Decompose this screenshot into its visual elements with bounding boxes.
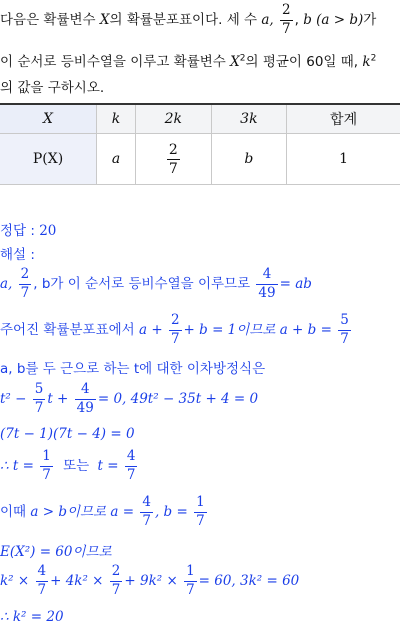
problem-line-1 xyxy=(0,4,376,36)
denominator: 7 xyxy=(186,581,195,598)
var-k: k xyxy=(362,54,371,70)
text: 의 평균이 60일 때, xyxy=(245,54,359,70)
text: ∴ k² = 20 xyxy=(0,609,64,625)
answer-label: 정답 : xyxy=(0,223,35,239)
numerator: 5 xyxy=(34,381,44,397)
solution-line-8 xyxy=(0,540,112,560)
text: t = xyxy=(97,458,119,474)
exponent: 2 xyxy=(370,53,377,64)
var-x: X xyxy=(230,54,240,70)
table-header-cell: 합계 xyxy=(287,104,400,134)
fraction xyxy=(33,383,46,415)
table-cell: a xyxy=(97,134,136,185)
table-row xyxy=(0,134,400,185)
numerator: 4 xyxy=(142,494,151,510)
numerator: 4 xyxy=(37,563,47,579)
numerator: 1 xyxy=(196,494,205,510)
text: (7t − 1)(7t − 4) = 0 xyxy=(0,426,135,442)
denominator: 7 xyxy=(37,581,47,598)
probability-distribution-table xyxy=(0,103,400,185)
text: + 4k² × xyxy=(50,573,104,589)
fraction xyxy=(110,565,123,597)
numerator: 2 xyxy=(20,266,30,282)
denominator: 7 xyxy=(42,466,51,483)
denominator: 7 xyxy=(170,330,180,347)
table-header-cell: 2k xyxy=(135,104,211,134)
text: , b가 이 순서로 등비수열을 이루므로 xyxy=(33,276,251,292)
fraction xyxy=(75,383,96,415)
denominator: 7 xyxy=(142,512,151,529)
numerator: 4 xyxy=(126,448,136,464)
fraction xyxy=(36,565,49,597)
numerator: 2 xyxy=(111,563,121,579)
text: 주어진 확률분포표에서 xyxy=(0,322,135,338)
solution-line-1 xyxy=(0,268,312,300)
denominator: 7 xyxy=(20,284,30,301)
text: E(X²) = 60이므로 xyxy=(0,544,112,560)
var-x: X xyxy=(99,12,110,28)
solution-line-5 xyxy=(0,426,135,442)
text: a + b = xyxy=(279,322,332,338)
text: = 60, 3k² = 60 xyxy=(198,573,300,589)
solution-line-10 xyxy=(0,609,64,625)
table-header-row xyxy=(0,104,400,134)
numerator: 2 xyxy=(168,141,178,158)
text: = 0, 49t² − 35t + 4 = 0 xyxy=(97,391,259,407)
answer-value: 20 xyxy=(39,223,57,239)
solution-line-2 xyxy=(0,314,353,346)
denominator: 7 xyxy=(111,581,121,598)
text: a = xyxy=(110,504,135,520)
denominator: 7 xyxy=(282,20,291,37)
table-header-cell: X xyxy=(0,104,97,134)
fraction xyxy=(194,496,207,528)
fraction xyxy=(140,496,153,528)
fraction xyxy=(256,268,277,300)
exponent: 2 xyxy=(239,53,246,64)
solution-line-3: a, b를 두 근으로 하는 t에 대한 이차방정식은 xyxy=(0,361,266,377)
fraction xyxy=(280,4,293,36)
var-a: a, xyxy=(261,12,274,28)
numerator: 5 xyxy=(340,312,349,328)
table-cell xyxy=(135,134,211,185)
numerator: 4 xyxy=(80,381,90,397)
text: = ab xyxy=(279,276,312,292)
text: t² − xyxy=(0,391,27,407)
numerator: 1 xyxy=(42,448,51,464)
text: k² × xyxy=(0,573,30,589)
text: a + xyxy=(139,322,163,338)
denominator: 7 xyxy=(168,160,178,177)
text: 가 xyxy=(363,12,377,28)
text: 의 확률분포표이다. 세 수 xyxy=(109,12,258,28)
text: 이 순서로 등비수열을 이루고 확률변수 xyxy=(0,54,226,70)
condition: b (a > b) xyxy=(303,12,364,28)
table-row-label: P(X) xyxy=(0,134,97,185)
problem-line-3: 의 값을 구하시오. xyxy=(0,80,105,96)
table-header-cell: k xyxy=(97,104,136,134)
text: a, xyxy=(0,276,13,292)
solution-line-6 xyxy=(0,450,139,482)
explanation-label: 해설 : xyxy=(0,247,35,263)
solution-line-4 xyxy=(0,383,258,415)
denominator: 7 xyxy=(340,330,349,347)
table-cell: b xyxy=(211,134,287,185)
numerator: 2 xyxy=(170,312,180,328)
text: + 9k² × xyxy=(124,573,178,589)
text: , b = xyxy=(154,504,188,520)
fraction xyxy=(184,565,197,597)
numerator: 4 xyxy=(262,266,272,282)
fraction xyxy=(19,268,32,300)
denominator: 49 xyxy=(258,284,276,301)
text: a > b이므로 xyxy=(30,504,107,520)
numerator: 1 xyxy=(186,563,195,579)
text: t + xyxy=(47,391,69,407)
text: 또는 xyxy=(63,458,90,474)
fraction xyxy=(125,450,138,482)
answer-line xyxy=(0,219,56,239)
fraction xyxy=(338,314,351,346)
solution-line-7 xyxy=(0,496,209,528)
text: + b = 1이므로 xyxy=(183,322,276,338)
fraction xyxy=(167,143,180,176)
problem-line-2 xyxy=(0,50,376,70)
solution-line-9 xyxy=(0,565,299,597)
fraction xyxy=(40,450,53,482)
table-header-cell: 3k xyxy=(211,104,287,134)
denominator: 7 xyxy=(196,512,205,529)
table-cell: 1 xyxy=(287,134,400,185)
text: , xyxy=(294,12,299,28)
numerator: 2 xyxy=(282,2,291,18)
text: ∴ t = xyxy=(0,458,34,474)
denominator: 49 xyxy=(76,399,94,416)
text: 이때 xyxy=(0,504,27,520)
fraction xyxy=(169,314,182,346)
denominator: 7 xyxy=(126,466,136,483)
text: 다음은 확률변수 xyxy=(0,12,96,28)
denominator: 7 xyxy=(34,399,44,416)
